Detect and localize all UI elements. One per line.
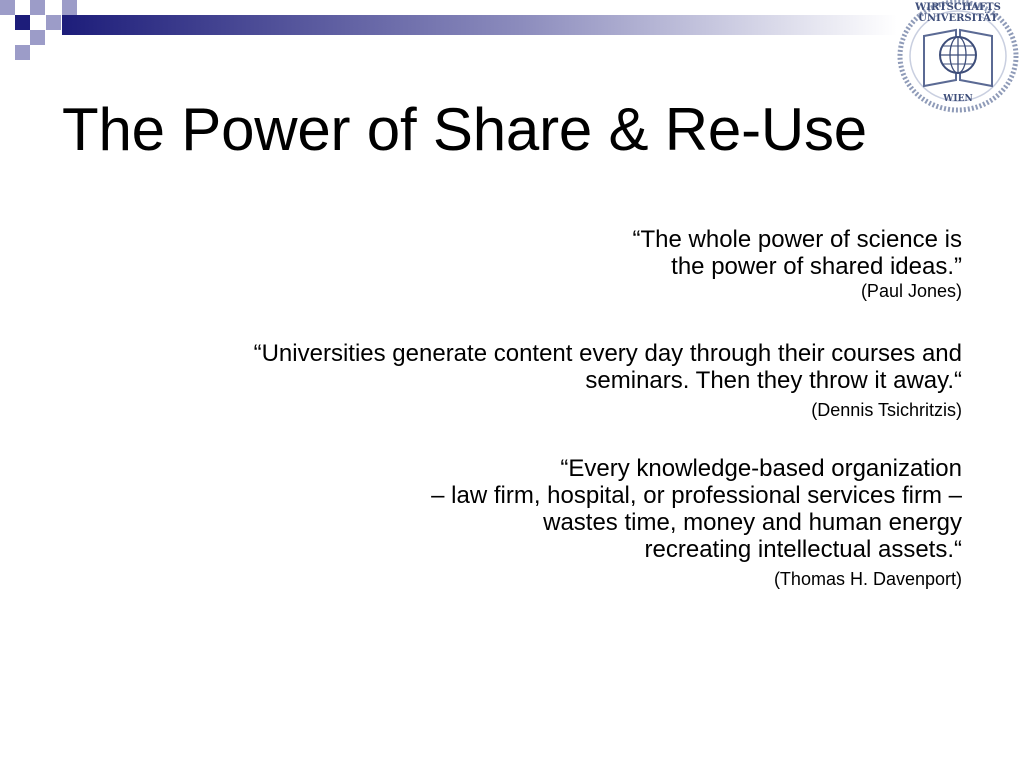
header-square — [15, 45, 30, 60]
header-square — [15, 15, 30, 30]
wu-wien-seal-icon — [894, 0, 1022, 116]
header-square — [46, 15, 61, 30]
quote-line: – law firm, hospital, or professional services firm – — [431, 482, 962, 509]
quote-line: wastes time, money and human energy — [543, 509, 962, 536]
quote-line: “The whole power of science is — [632, 226, 962, 253]
quote-line: “Every knowledge-based organization — [560, 455, 962, 482]
header-decoration — [0, 0, 1024, 60]
header-square — [30, 30, 45, 45]
logo-text-bottom: WIEN — [943, 94, 973, 104]
quote-author: (Dennis Tsichritzis) — [811, 400, 962, 420]
slide-title: The Power of Share & Re-Use — [62, 96, 867, 163]
header-square — [0, 0, 15, 15]
header-gradient-bar — [62, 15, 897, 35]
quote-block — [82, 226, 962, 302]
quote-author: (Paul Jones) — [860, 281, 962, 301]
quote-author: (Thomas H. Davenport) — [773, 569, 962, 589]
quote-line: seminars. Then they throw it away.“ — [585, 367, 962, 394]
logo-text-top-1: WIRTSCHAFTS — [915, 2, 1001, 13]
quote-line: recreating intellectual assets.“ — [644, 536, 962, 563]
quote-block — [82, 340, 962, 421]
university-logo — [894, 0, 1022, 116]
quote-line: the power of shared ideas.” — [671, 253, 962, 280]
header-square — [62, 0, 77, 15]
quote-block — [82, 455, 962, 590]
quote-line: “Universities generate content every day through their courses and — [253, 340, 962, 367]
header-square — [30, 0, 45, 15]
quotes-section — [82, 226, 962, 590]
logo-text-top-2: UNIVERSITÄT — [918, 13, 998, 24]
